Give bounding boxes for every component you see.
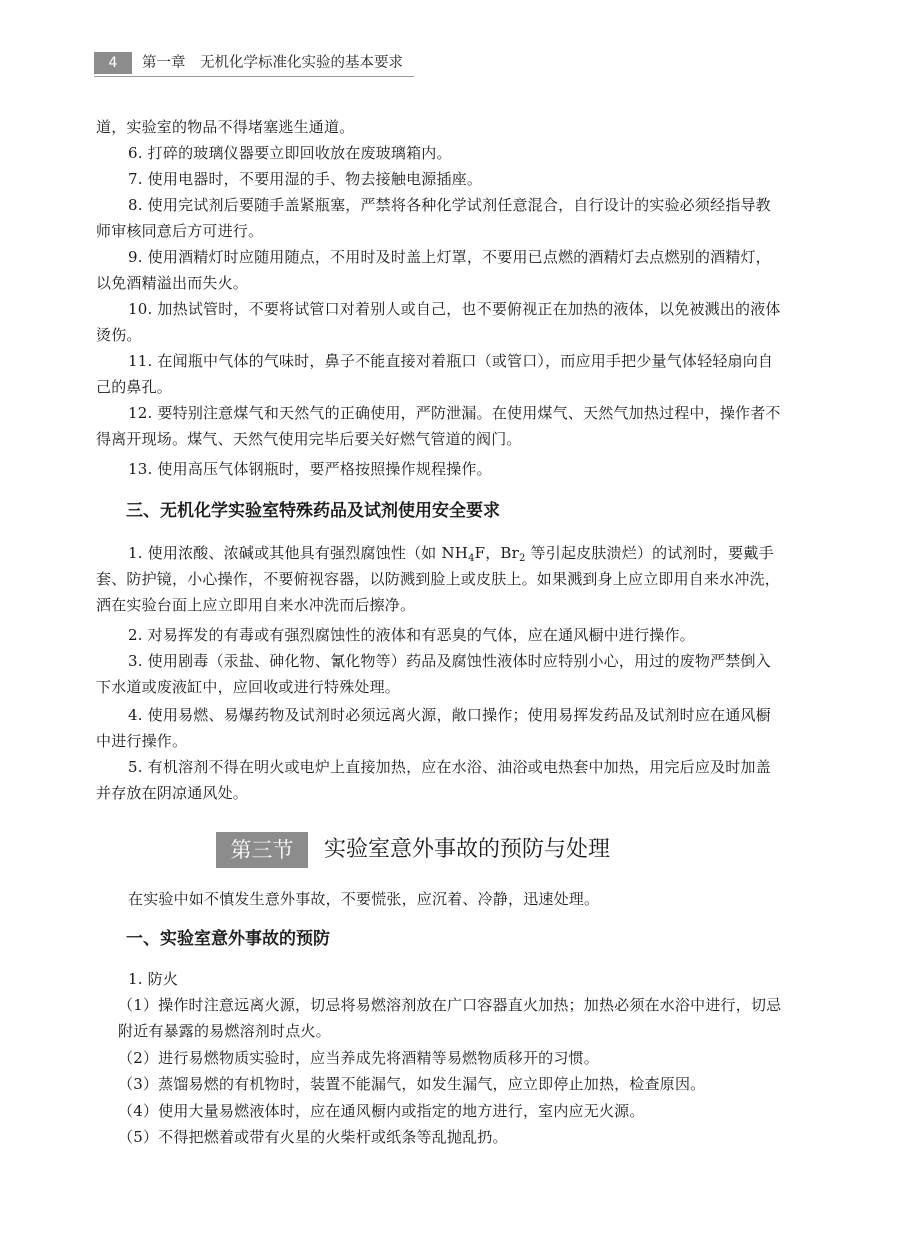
special-item: 4. 使用易燃、易爆药物及试剂时必须远离火源，敞口操作；使用易挥发药品及试剂时应在通风橱中进行操作。 bbox=[96, 706, 771, 750]
item1-text-c: 等引起皮肤溃烂）的试剂时，要戴手套、防护镜，小心操作，不要俯视容器，以防溅到脸上或皮肤上。如果溅到身上应立即用自来水冲洗，洒在实验台面上应立即用自来水冲洗而后擦净。 bbox=[96, 544, 781, 614]
paragraph: 道，实验室的物品不得堵塞逃生通道。 bbox=[96, 118, 355, 136]
section-badge: 第三节 bbox=[216, 832, 308, 868]
page-header bbox=[94, 52, 414, 74]
fire-item: （1）操作时注意远离火源，切忌将易燃溶剂放在广口容器直火加热；加热必须在水浴中进行，切忌附近有暴露的易燃溶剂时点火。 bbox=[118, 996, 782, 1040]
section-heading-1: 一、实验室意外事故的预防 bbox=[126, 929, 330, 949]
fire-title: 1. 防火 bbox=[128, 970, 179, 988]
paragraph: 10. 加热试管时，不要将试管口对着别人或自己，也不要俯视正在加热的液体，以免被溅出的液体烫伤。 bbox=[96, 300, 781, 344]
special-item: 5. 有机溶剂不得在明火或电炉上直接加热，应在水浴、油浴或电热套中加热，用完后应及时加盖并存放在阴凉通风处。 bbox=[96, 758, 771, 802]
fire-item: （2）进行易燃物质实验时，应当养成先将酒精等易燃物质移开的习惯。 bbox=[118, 1049, 599, 1067]
page-number: 4 bbox=[94, 52, 132, 74]
fire-item: （4）使用大量易燃液体时，应在通风橱内或指定的地方进行，室内应无火源。 bbox=[118, 1102, 645, 1120]
fire-item: （5）不得把燃着或带有火星的火柴杆或纸条等乱抛乱扔。 bbox=[118, 1128, 508, 1146]
item1-text-b: F，Br bbox=[474, 544, 520, 562]
section-heading-3: 三、无机化学实验室特殊药品及试剂使用安全要求 bbox=[126, 501, 500, 521]
paragraph: 12. 要特别注意煤气和天然气的正确使用，严防泄漏。在使用煤气、天然气加热过程中，操作者不得离开现场。煤气、天然气使用完毕后要关好燃气管道的阀门。 bbox=[96, 404, 781, 448]
fire-item: （3）蒸馏易燃的有机物时，装置不能漏气，如发生漏气，应立即停止加热，检查原因。 bbox=[118, 1075, 706, 1093]
paragraph: 11. 在闻瓶中气体的气味时，鼻子不能直接对着瓶口（或管口），而应用手把少量气体轻轻扇向自己的鼻孔。 bbox=[96, 352, 774, 396]
subscript-2: 2 bbox=[519, 553, 526, 564]
paragraph: 13. 使用高压气体钢瓶时，要严格按照操作规程操作。 bbox=[128, 460, 492, 478]
subscript-4: 4 bbox=[468, 553, 475, 564]
paragraph: 7. 使用电器时，不要用湿的手、物去接触电源插座。 bbox=[128, 170, 483, 188]
special-item: 3. 使用剧毒（汞盐、砷化物、氰化物等）药品及腐蚀性液体时应特别小心，用过的废物严禁倒入下水道或废液缸中，应回收或进行特殊处理。 bbox=[96, 652, 771, 696]
special-item: 2. 对易挥发的有毒或有强烈腐蚀性的液体和有恶臭的气体，应在通风橱中进行操作。 bbox=[128, 626, 695, 644]
chapter-title: 第一章 无机化学标准化实验的基本要求 bbox=[142, 55, 403, 71]
item1-text-a: 1. 使用浓酸、浓碱或其他具有强烈腐蚀性（如 NH bbox=[128, 544, 469, 562]
intro-paragraph: 在实验中如不慎发生意外事故，不要慌张，应沉着、冷静，迅速处理。 bbox=[128, 890, 600, 908]
section-title: 实验室意外事故的预防与处理 bbox=[324, 837, 611, 862]
special-item-1 bbox=[96, 540, 786, 618]
paragraph: 8. 使用完试剂后要随手盖紧瓶塞，严禁将各种化学试剂任意混合，自行设计的实验必须经指导教师审核同意后方可进行。 bbox=[96, 196, 771, 240]
paragraph: 6. 打碎的玻璃仪器要立即回收放在废玻璃箱内。 bbox=[128, 144, 452, 162]
paragraph: 9. 使用酒精灯时应随用随点，不用时及时盖上灯罩，不要用已点燃的酒精灯去点燃别的酒精灯，以免酒精溢出而失火。 bbox=[96, 248, 771, 292]
header-rule bbox=[94, 76, 414, 77]
